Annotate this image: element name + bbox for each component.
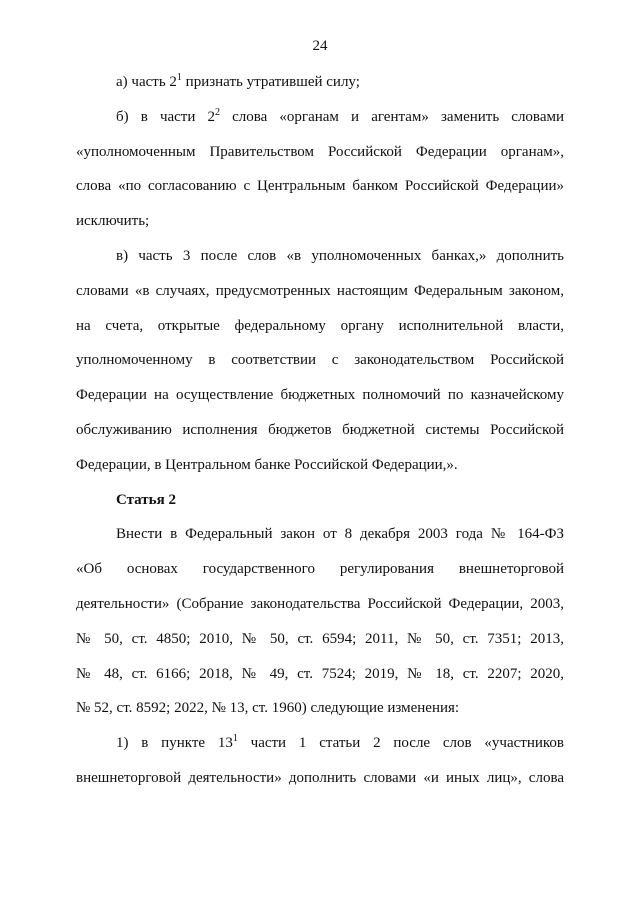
- paragraph-c-line-6: обслуживанию исполнения бюджетов бюджетной системы Российской: [76, 421, 564, 438]
- paragraph-a-superscript: 1: [176, 72, 182, 83]
- paragraph-b-superscript: 2: [215, 106, 221, 118]
- intro-line-4: № 50, ст. 4850; 2010, № 50, ст. 6594; 2011, № 50, ст. 7351; 2013,: [76, 630, 564, 647]
- intro-line-5: № 48, ст. 6166; 2018, № 49, ст. 7524; 2019, № 18, ст. 2207; 2020,: [76, 665, 564, 682]
- paragraph-b-line-3: слова «по согласованию с Центральным банком Российской Федерации»: [76, 178, 564, 195]
- paragraph-c-line-5: Федерации на осуществление бюджетных полномочий по казначейскому: [76, 387, 564, 404]
- paragraph-c-line-2: словами «в случаях, предусмотренных настоящим Федеральным законом,: [76, 282, 564, 299]
- paragraph-1-text: 1) в пункте 13: [116, 735, 233, 752]
- paragraph-a-text: а) часть 2: [116, 74, 177, 90]
- intro-line-6: № 52, ст. 8592; 2022, № 13, ст. 1960) следующие изменения:: [76, 700, 460, 717]
- paragraph-c-line-4: уполномоченному в соответствии с законодательством Российской: [76, 352, 564, 369]
- paragraph-b-line-4: исключить;: [76, 213, 150, 230]
- paragraph-a: [76, 65, 564, 100]
- page-number: 24: [312, 38, 328, 54]
- paragraph-1-line-1: [76, 726, 564, 761]
- paragraph-1-line-2: внешнеторговой деятельности» дополнить словами «и иных лиц», слова: [76, 769, 564, 786]
- paragraph-b-text: б) в части 2: [116, 108, 216, 125]
- paragraph-1-text-end: части 1 статьи 2 после слов «участников: [237, 735, 564, 752]
- paragraph-c-line-7: Федерации, в Центральном банке Российской Федерации,».: [76, 456, 458, 473]
- article-heading: Статья 2: [116, 491, 176, 508]
- paragraph-c-line-1: в) часть 3 после слов «в уполномоченных банках,» дополнить: [116, 247, 564, 264]
- paragraph-b-line-1: [76, 100, 564, 135]
- intro-line-2: «Об основах государственного регулирования внешнеторговой: [76, 561, 564, 578]
- paragraph-1-superscript: 1: [232, 733, 238, 745]
- paragraph-c-line-3: на счета, открытые федеральному органу исполнительной власти,: [76, 317, 564, 334]
- paragraph-a-text-end: признать утратившей силу;: [181, 74, 360, 90]
- document-body: [76, 65, 564, 796]
- paragraph-b-text-end: слова «органам и агентам» заменить словами: [220, 108, 564, 125]
- intro-line-3: деятельности» (Собрание законодательства Российской Федерации, 2003,: [76, 595, 564, 612]
- paragraph-b-line-2: «уполномоченным Правительством Российской Федерации органам»,: [76, 143, 564, 160]
- intro-line-1: Внести в Федеральный закон от 8 декабря 2003 года № 164-ФЗ: [116, 526, 564, 543]
